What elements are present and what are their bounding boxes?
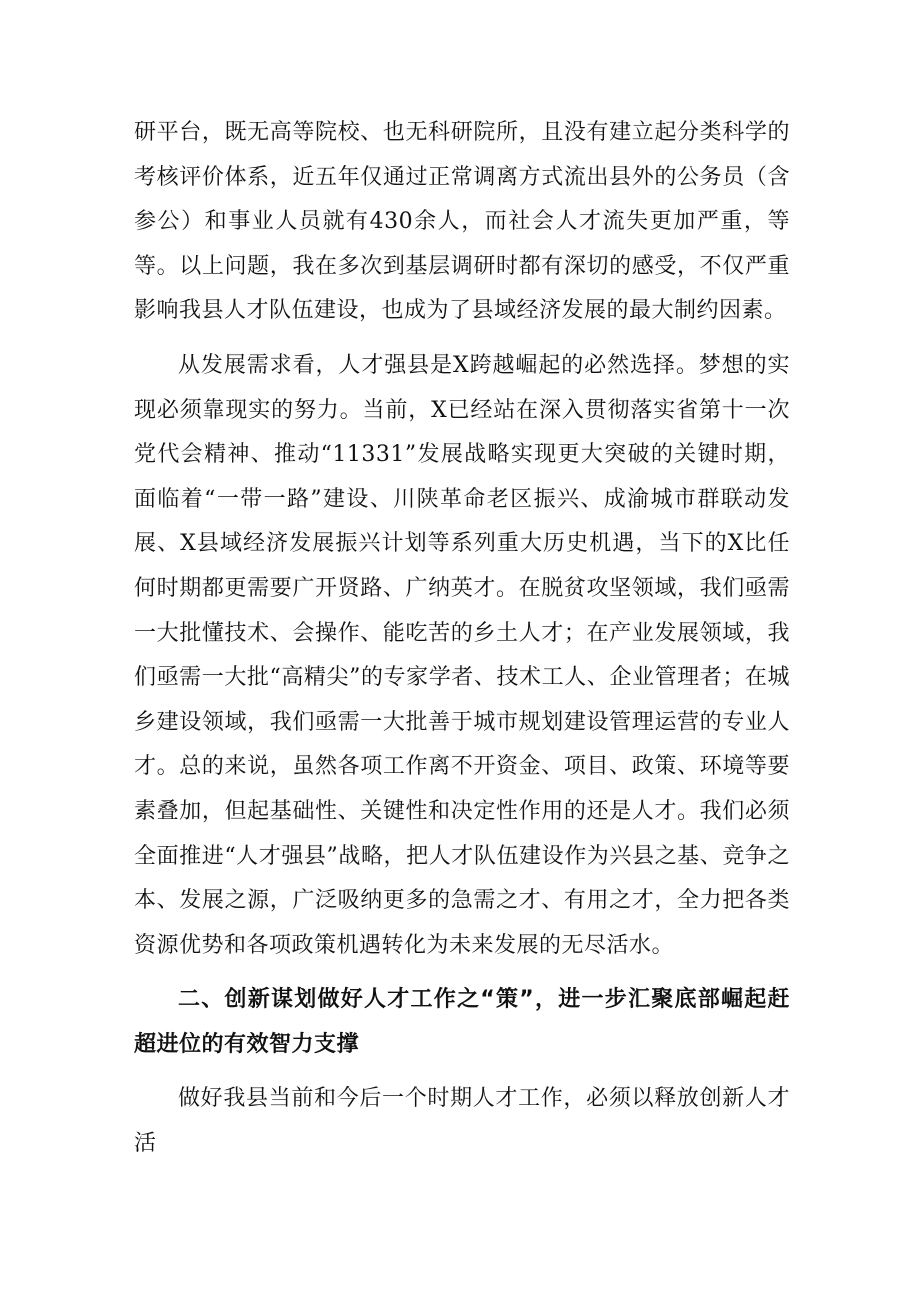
body-paragraph: 研平台，既无高等院校、也无科研院所，且没有建立起分类科学的考核评价体系，近五年仅通过正常调离方式流出县外的公务员（含参公）和事业人员就有430余人，而社会人才流失更加严重，等等。以上问题，我在多次到基层调研时都有深切的感受，不仅严重影响我县人才队伍建设，也成为了县域经济发展的最大制约因素。 bbox=[134, 120, 790, 324]
body-paragraph: 从发展需求看，人才强县是X跨越崛起的必然选择。梦想的实现必须靠现实的努力。当前，X已经站在深入贯彻落实省第十一次党代会精神、推动“11331”发展战略实现更大突破的关键时期，面临着“一带一路”建设、川陕革命老区振兴、成渝城市群联动发展、X县域经济发展振兴计划等系列重大历史机遇，当下的X比任何时期都更需要广开贤路、广纳英才。在脱贫攻坚领域，我们亟需一大批懂技术、会操作、能吃苦的乡土人才；在产业发展领域，我们亟需一大批“高精尖”的专家学者、技术工人、企业管理者；在城乡建设领域，我们亟需一大批善于城市规划建设管理运营的专业人才。总的来说，虽然各项工作离不开资金、项目、政策、环境等要素叠加，但起基础性、关键性和决定性作用的还是人才。我们必须全面推进“人才强县”战略，把人才队伍建设作为兴县之基、竞争之本、发展之源，广泛吸纳更多的急需之才、有用之才，全力把各类资源优势和各项政策机遇转化为未来发展的无尽活水。 bbox=[134, 352, 790, 958]
paragraph-spacer bbox=[134, 1067, 790, 1077]
body-paragraph: 做好我县当前和今后一个时期人才工作，必须以释放创新人才活 bbox=[134, 1086, 790, 1157]
paragraph-spacer bbox=[134, 334, 790, 344]
document-body bbox=[134, 111, 790, 1167]
section-heading: 二、创新谋划做好人才工作之“策”，进一步汇聚底部崛起赶超进位的有效智力支撑 bbox=[134, 987, 790, 1057]
paragraph-spacer bbox=[134, 968, 790, 978]
